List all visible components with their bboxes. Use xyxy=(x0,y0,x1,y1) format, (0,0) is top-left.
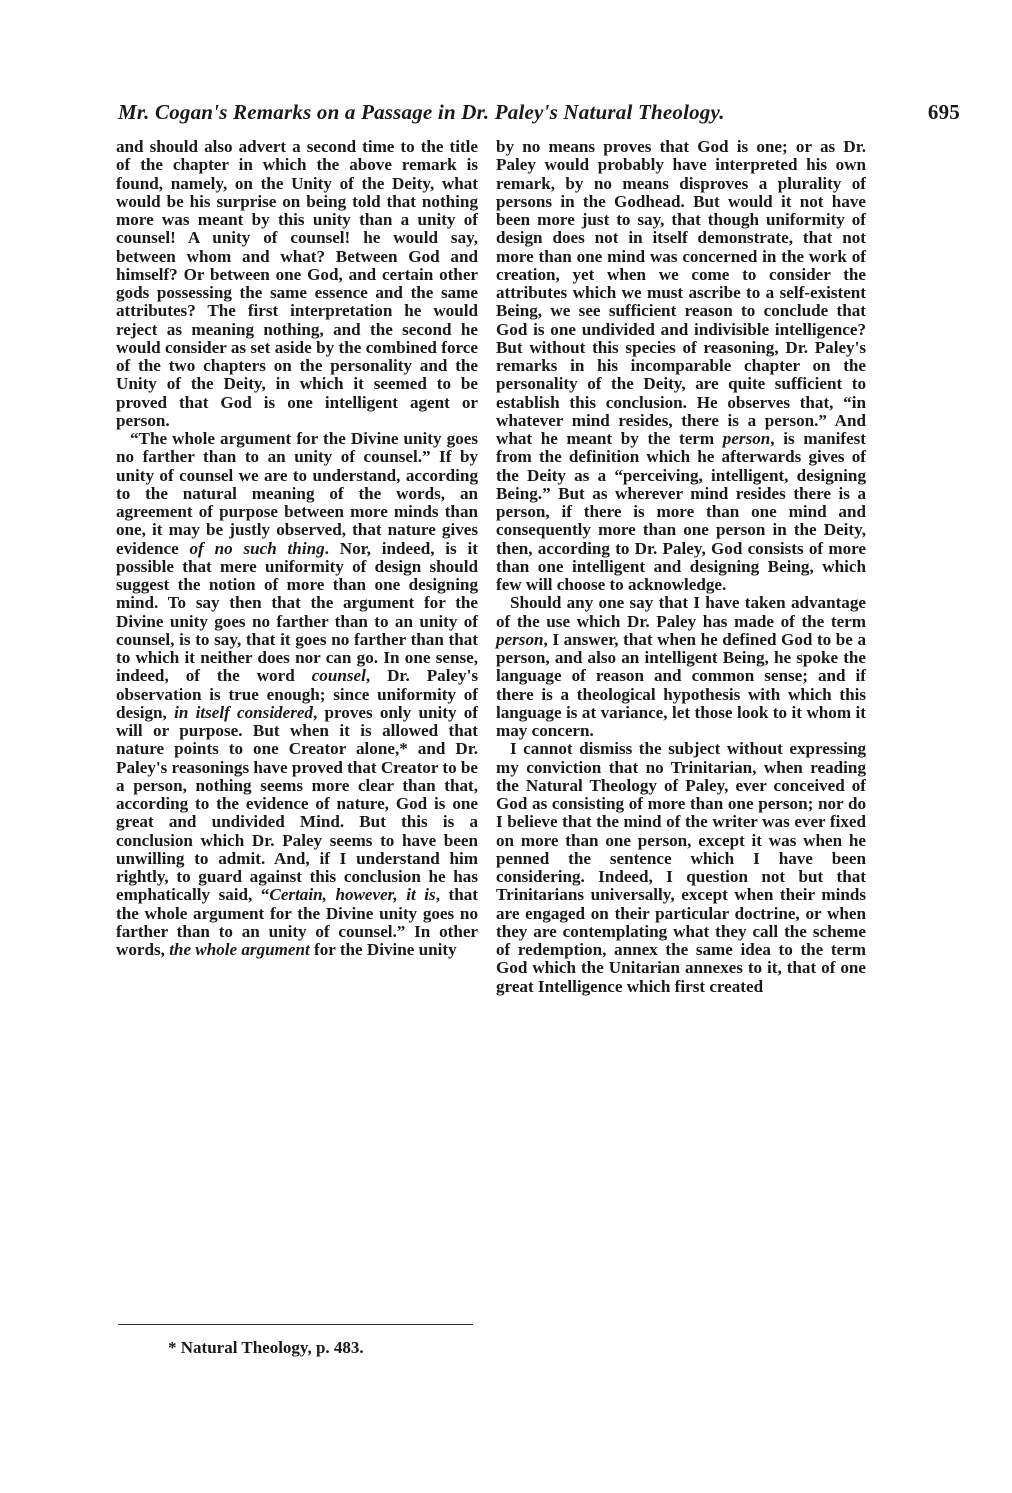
page-number: 695 xyxy=(927,100,960,124)
header-title: Mr. Cogan's Remarks on a Passage in Dr. Paley's Natural Theology. xyxy=(118,100,725,124)
paragraph: Should any one say that I have taken advantage of the use which Dr. Paley has made of the term person, I answer, that when he defined God to be a person, and also an intelligent Being, he spoke the language of reason and common sense; and if there is a theological hypothesis with which this language is at variance, let those look to it whom it may concern. xyxy=(496,593,866,740)
footnote: * Natural Theology, p. 483. xyxy=(168,1338,364,1357)
footnote-divider xyxy=(118,1324,473,1325)
running-header xyxy=(118,100,968,125)
paragraph: by no means proves that God is one; or as Dr. Paley would probably have interpreted his own remark, by no means disproves a plurality of persons in the Godhead. But would it not have been more just to say, that though uniformity of design does not in itself demonstrate, that not more than one mind was concerned in the work of creation, yet when we come to consider the attributes which we must ascribe to a self-existent Being, we see sufficient reason to conclude that God is one undivided and indivisible intelligence? But without this species of reasoning, Dr. Paley's remarks in his incomparable chapter on the personality of the Deity, are quite sufficient to establish this conclusion. He observes that, “in whatever mind resides, there is a person.” And what he meant by the term person, is manifest from the definition which he afterwards gives of the Deity as a “perceiving, intelligent, designing Being.” But as wherever mind resides there is a person, if there is more than one mind and consequently more than one person in the Deity, then, according to Dr. Paley, God consists of more than one intelligent and designing Being, which few will choose to acknowledge. xyxy=(496,137,867,594)
left-column xyxy=(116,138,478,959)
paragraph: “The whole argument for the Divine unity goes no farther than to an unity of counsel.” If by unity of counsel we are to understand, according to the natural meaning of the words, an agreement of purpose between more minds than one, it may be justly observed, that nature gives evidence of no such thing. Nor, indeed, is it possible that mere uniformity of design should suggest the notion of more than one designing mind. To say then that the argument for the Divine unity goes no farther than to an unity of counsel, is to say, that it goes no farther than that to which it neither does nor can go. In one sense, indeed, of the word counsel, Dr. Paley's observation is true enough; since uniformity of design, in itself considered, proves only unity of will or purpose. But when it is allowed that nature points to one Creator alone,* and Dr. Paley's reasonings have proved that Creator to be a person, nothing seems more clear than that, according to the evidence of nature, God is one great and undivided Mind. But this is a conclusion which Dr. Paley seems to have been unwilling to admit. And, if I understand him rightly, to guard against this conclusion he has emphatically said, “Certain, however, it is, that the whole argument for the Divine unity goes no farther than to an unity of counsel.” In other words, the whole argument for the Divine unity xyxy=(116,429,478,959)
paragraph: I cannot dismiss the subject without expressing my conviction that no Trinitarian, when reading the Natural Theology of Paley, ever conceived of God as consisting of more than one person; nor do I believe that the mind of the writer was ever fixed on more than one person, except it was when he penned the sentence which I have been considering. Indeed, I question not but that Trinitarians universally, except when their minds are engaged on their particular doctrine, or when they are contemplating what they call the scheme of redemption, annex the same idea to the term God which the Unitarian annexes to it, that of one great Intelligence which first created xyxy=(496,739,866,996)
paragraph: and should also advert a second time to the title of the chapter in which the above remark is found, namely, on the Unity of the Deity, what would be his surprise on being told that nothing more was meant by this unity than a unity of counsel! A unity of counsel! he would say, between whom and what? Between God and himself? Or between one God, and certain other gods possessing the same essence and the same attributes? The first interpretation he would reject as meaning nothing, and the second he would consider as set aside by the combined force of the two chapters on the personality and the Unity of the Deity, in which it seemed to be proved that God is one intelligent agent or person. xyxy=(116,137,478,430)
right-column xyxy=(496,138,866,996)
